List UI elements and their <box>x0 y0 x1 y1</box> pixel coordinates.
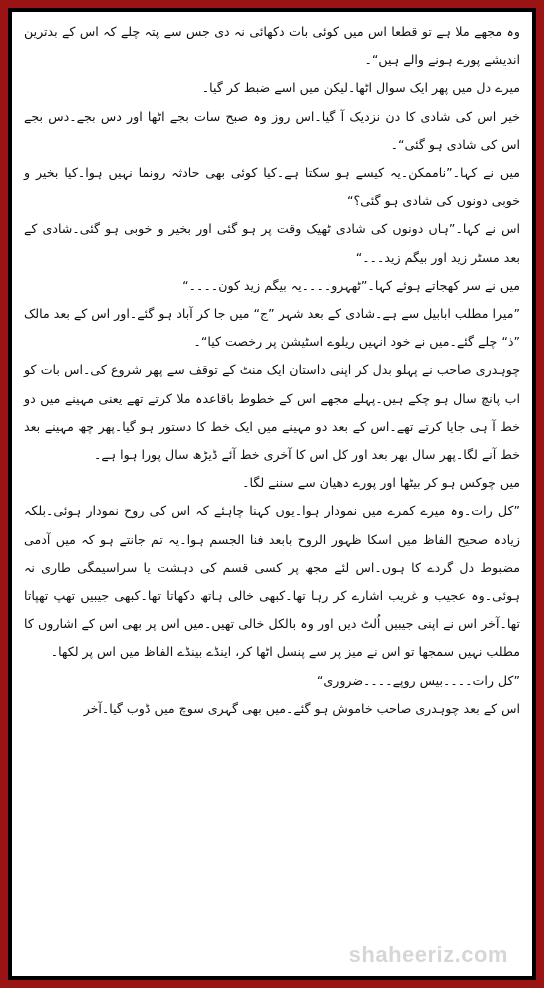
document-page <box>8 8 536 980</box>
paragraph-7: ”میرا مطلب ابابیل سے ہے۔شادی کے بعد شہر ”ج“ میں جا کر آباد ہو گئے۔اور اس کے بعد مالک ”ذ“ چلے گئے۔میں نے خود انہیں ریلوے اسٹیشن پر رخصت کیا“۔ <box>24 306 520 350</box>
paragraph-2: میرے دل میں پھر ایک سوال اٹھا۔لیکن میں اسے ضبط کر گیا۔ <box>201 80 520 96</box>
paragraph-11: ”کل رات۔۔۔۔بیس روپے۔۔۔۔ضروری“ <box>316 672 520 688</box>
paragraph-5: اس نے کہا۔”ہاں دونوں کی شادی ٹھیک وقت پر ہو گئی اور بخیر و خوبی ہو گئی۔شادی کے بعد مسٹر زید اور بیگم زید۔۔۔“ <box>24 221 520 265</box>
paragraph-6: میں نے سر کھجاتے ہوئے کہا۔”ٹھہرو۔۔۔۔یہ بیگم زید کون۔۔۔۔“ <box>182 277 520 293</box>
paragraph-10: ”کل رات۔وہ میرے کمرے میں نمودار ہوا۔یوں کہنا چاہئے کہ اس کی روح نمودار ہوئی۔بلکہ زیادہ صحیح الفاظ میں اسکا ظہور الروح بابعد فنا الجسم ہوا۔یہ تم جانتے ہو کہ میں آدمی مضبوط دل گردے کا ہوں۔اس لئے مجھ پر کسی قسم کی دہشت یا سراسیمگی طاری نہ ہوئی۔وہ عجیب و غریب اشارے کر رہا تھا۔کبھی خالی ہاتھ دکھاتا تھا۔کبھی جیبیں تھپ تھپاتا تھا۔آخر اس نے اپنی جیبیں اُلٹ دیں اور وہ بالکل خالی تھیں۔میں اس پر بھی اس کے اشاروں کا مطلب نہیں سمجھا تو اس نے میز پر سے پنسل اٹھا کر، اینڈے بینڈے الفاظ میں اس پر لکھا۔ <box>24 503 520 660</box>
paragraph-3: خیر اس کی شادی کا دن نزدیک آ گیا۔اس روز وہ صبح سات بجے اٹھا اور دس بجے۔دس بجے اس کی شادی ہو گئی“۔ <box>24 108 520 152</box>
paragraph-8: چوہدری صاحب نے پہلو بدل کر اپنی داستان ایک منٹ کے توقف سے پھر شروع کی۔اس بات کو اب پانچ سال ہو چکے ہیں۔پہلے مجھے اس کے خطوط باقاعدہ ملا کرتے تھے یعنی مہینے میں دو خط آ ہی جایا کرتے تھے۔اس کے بعد دو مہینے میں ایک خط کا دستور ہو گیا۔پھر چھ مہینے بعد خط آنے لگا۔پھر سال بھر بعد اور کل اس کا آخری خط آئے ڈیڑھ سال پورا ہوا ہے۔ <box>24 362 520 463</box>
site-watermark: shaheeriz.com <box>348 942 508 967</box>
paragraph-4: میں نے کہا۔”ناممکن۔یہ کیسے ہو سکتا ہے۔کیا کوئی بھی حادثہ رونما نہیں ہوا۔کیا بخیر و خوبی دونوں کی شادی ہو گئی؟“ <box>24 165 520 209</box>
paragraph-9: میں چوکس ہو کر بیٹھا اور پورے دھیان سے سننے لگا۔ <box>242 475 520 491</box>
paragraph-1: وہ مجھے ملا ہے تو قطعا اس میں کوئی بات دکھائی نہ دی جس سے پتہ چلے کہ اس کے بدترین اندیشے پورے ہونے والے ہیں“۔ <box>24 24 520 68</box>
urdu-story-text <box>24 18 520 966</box>
paragraph-12: اس کے بعد چوہدری صاحب خاموش ہو گئے۔میں بھی گہری سوچ میں ڈوب گیا۔آخر <box>83 700 520 716</box>
